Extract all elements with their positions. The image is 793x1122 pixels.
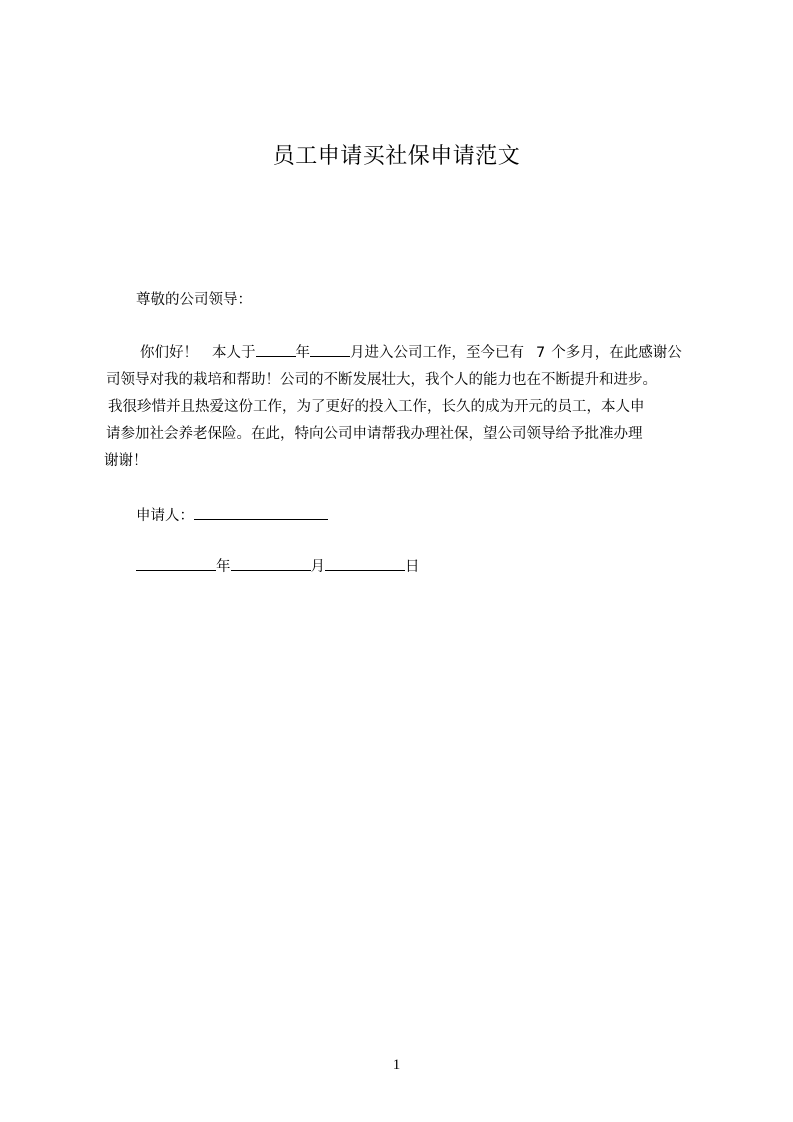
body-line-1 (140, 342, 682, 364)
body-line-3: 我很珍惜并且热爱这份工作，为了更好的投入工作，长久的成为开元的员工，本人申 (108, 399, 645, 415)
body-line-5: 谢谢！ (104, 453, 148, 469)
blank-year (256, 342, 296, 357)
date-day-label: 日 (405, 559, 420, 575)
applicant-row (136, 505, 328, 527)
months-number: 7 (536, 345, 546, 361)
year-label: 年 (295, 345, 310, 361)
document-title: 员工申请买社保申请范文 (272, 144, 521, 169)
date-day-blank (325, 556, 405, 571)
date-year-label: 年 (216, 559, 231, 575)
date-row (136, 556, 420, 578)
body-text: 月进入公司工作，至今已有 (350, 345, 524, 361)
blank-month (310, 342, 350, 357)
date-month-label: 月 (310, 559, 325, 575)
salutation: 尊敬的公司领导： (136, 292, 252, 308)
body-line-4: 请参加社会养老保险。在此，特向公司申请帮我办理社保，望公司领导给予批准办理 (106, 426, 643, 442)
applicant-signature-line (194, 505, 328, 520)
greeting-text: 你们好！ (140, 345, 198, 361)
body-text: 个多月，在此感谢公 (551, 345, 682, 361)
date-month-blank (231, 556, 311, 571)
body-line-2: 司领导对我的栽培和帮助！公司的不断发展壮大，我个人的能力也在不断提升和进步。 (106, 372, 657, 388)
applicant-label: 申请人： (136, 508, 194, 524)
page-number: 1 (392, 1057, 401, 1073)
date-year-blank (136, 556, 216, 571)
body-text: 本人于 (212, 345, 256, 361)
